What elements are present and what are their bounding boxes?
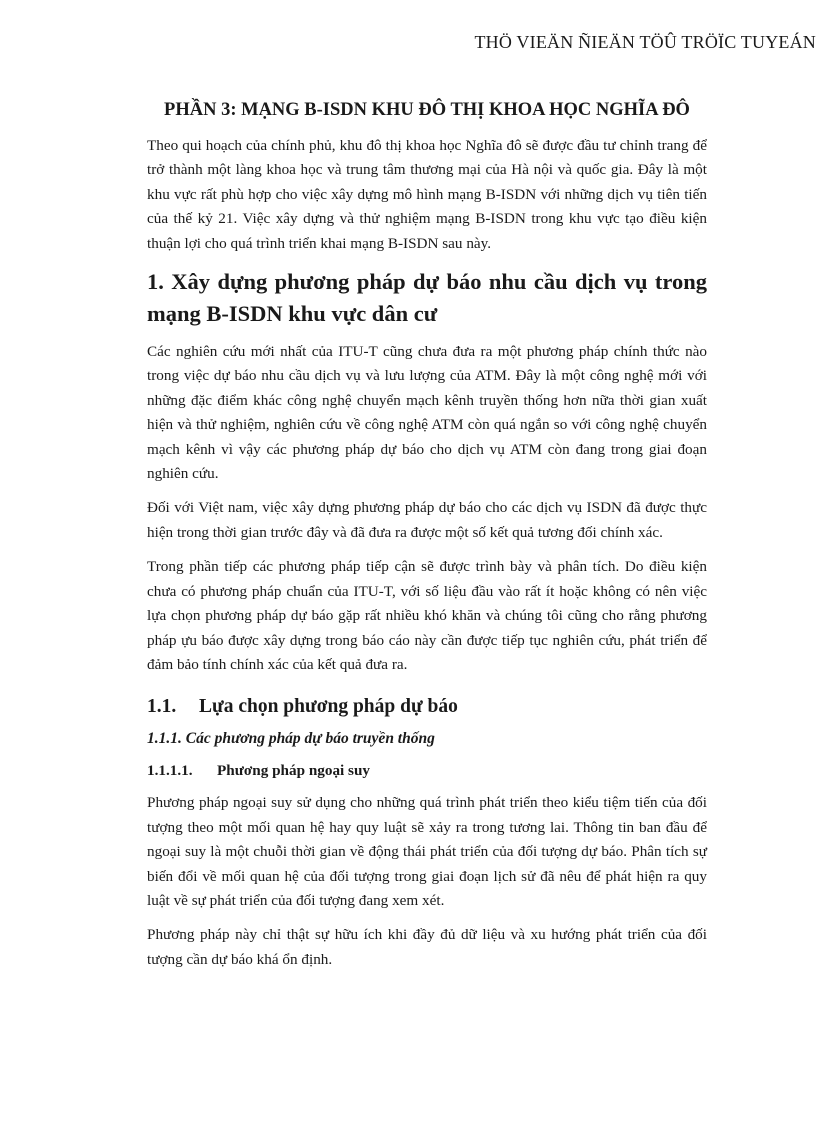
section-1-1-number: 1.1.	[147, 696, 177, 718]
intro-paragraph: Theo qui hoạch của chính phủ, khu đô thị khoa học Nghĩa đô sẽ được đầu tư chỉnh trang để trở thành một làng khoa học và trung tâm thương mại của Hà nội và quốc gia. Đây là một khu vực rất phù hợp cho việc xây dựng mô hình mạng B-ISDN với những dịch vụ tiên tiến của thế kỷ 21. Việc xây dựng và thử nghiệm mạng B-ISDN trong khu vực tạo điều kiện thuận lợi cho quá trình triển khai mạng B-ISDN sau này.	[147, 137, 707, 252]
section-1-1-1-1-paragraph: Phương pháp ngoại suy sử dụng cho những quá trình phát triển theo kiểu tiệm tiến của đối tượng theo một mối quan hệ hay quy luật sẽ xảy ra trong tương lai. Thông tin ban đầu để ngoại suy là một chuỗi thời gian về động thái phát triển của đối tượng dự báo. Phân tích sự biến đổi về mối quan hệ của đối tượng trong giai đoạn lịch sử đã nêu để phát hiện ra quy luật về sự phát triển của đối tượng đang xem xét.	[147, 794, 707, 909]
section-1-1-1-1-heading	[147, 759, 707, 783]
section-1-paragraph: Đối với Việt nam, việc xây dựng phương pháp dự báo cho các dịch vụ ISDN đã được thực hiện trong thời gian trước đây và đã đưa ra được một số kết quả tương đối chính xác.	[147, 499, 707, 541]
document-body	[147, 96, 707, 982]
page-header-banner: THÖ VIEÄN ÑIEÄN TÖÛ TRÖÏC TUYEÁN	[474, 32, 816, 52]
section-1-1-heading	[147, 693, 707, 721]
section-1-1-1-1-title: Phương pháp ngoại suy	[217, 762, 371, 780]
section-1-1-1-1-paragraph: Phương pháp này chỉ thật sự hữu ích khi đầy đủ dữ liệu và xu hướng phát triển của đối tượng cần dự báo khá ổn định.	[147, 926, 707, 968]
part-title: PHẦN 3: MẠNG B-ISDN KHU ĐÔ THỊ KHOA HỌC NGHĨA ĐÔ	[164, 100, 690, 120]
section-1-1-1-1-number: 1.1.1.1.	[147, 762, 193, 780]
section-1-paragraph: Các nghiên cứu mới nhất của ITU-T cũng chưa đưa ra một phương pháp chính thức nào trong việc dự báo nhu cầu dịch vụ và lưu lượng của ATM. Đây là một công nghệ mới với những đặc điểm khác công nghệ chuyển mạch kênh truyền thống hơn nữa thời gian xuất hiện và thử nghiệm, nghiên cứu về công nghệ ATM còn quá ngắn so với công nghệ chuyển mạch kênh vì vậy các phương pháp dự báo cho dịch vụ ATM còn đang trong giai đoạn nghiên cứu.	[147, 343, 707, 483]
section-1-paragraph: Trong phần tiếp các phương pháp tiếp cận sẽ được trình bày và phân tích. Do điều kiện chưa có phương pháp chuẩn của ITU-T, với số liệu đầu vào rất ít hoặc không có nên việc lựa chọn phương pháp dự báo gặp rất nhiều khó khăn và chúng tôi cũng cho rằng phương pháp ựu báo được xây dựng trong báo cáo này cần được tiếp tục nghiên cứu, phát triển để đảm bảo tính chính xác của kết quả đưa ra.	[147, 558, 707, 673]
section-1-1-title: Lựa chọn phương pháp dự báo	[199, 696, 458, 718]
section-1-heading: 1. Xây dựng phương pháp dự báo nhu cầu dịch vụ trong mạng B-ISDN khu vực dân cư	[147, 269, 707, 327]
section-1-1-1-heading: 1.1.1. Các phương pháp dự báo truyền thống	[147, 730, 435, 748]
